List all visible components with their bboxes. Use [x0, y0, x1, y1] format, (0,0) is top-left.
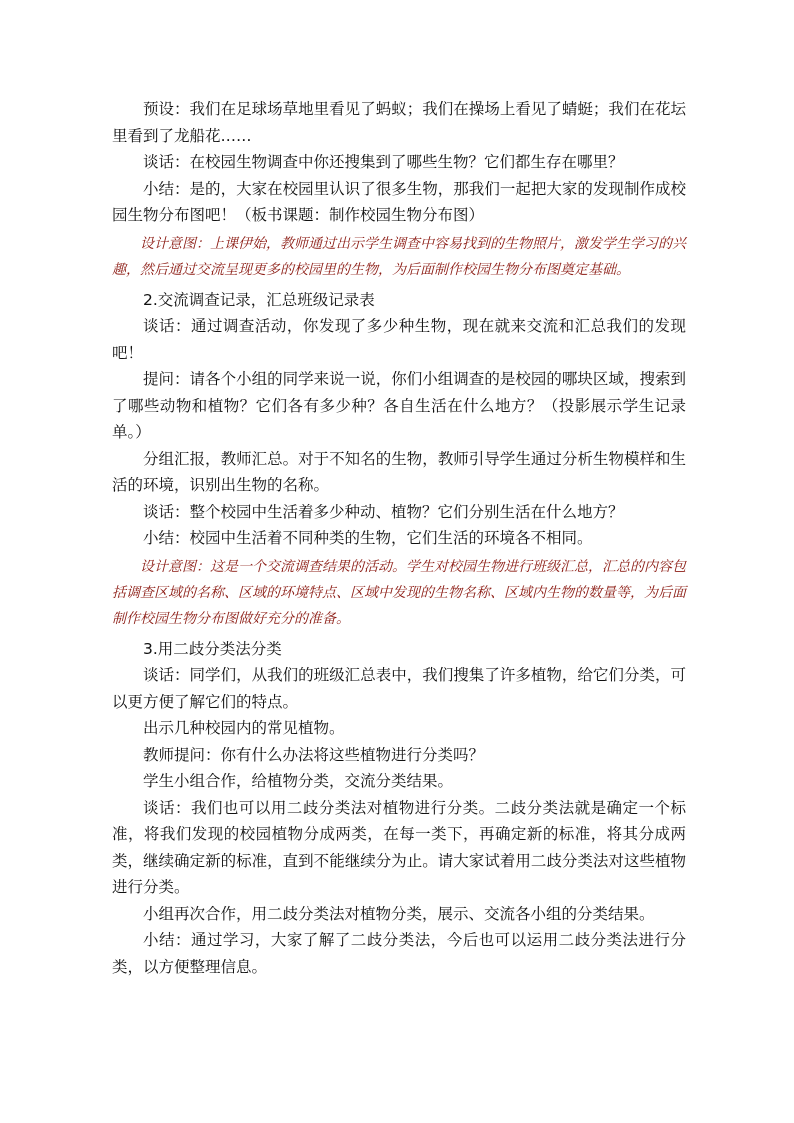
- section-heading: 2.交流调查记录，汇总班级记录表: [143, 290, 375, 309]
- summary-paragraph: 小结：通过学习，大家了解了二歧分类法，今后也可以运用二歧分类法进行分类，以方便整理信息。: [112, 931, 686, 976]
- lesson-body: [112, 96, 686, 980]
- section-heading: 3.用二歧分类法分类: [143, 639, 282, 658]
- activity-paragraph: 出示几种校园内的常见植物。: [143, 719, 345, 737]
- preset-paragraph: 预设：我们在足球场草地里看见了蚂蚁；我们在操场上看见了蜻蜓；我们在花坛里看到了龙船花……: [112, 100, 686, 145]
- summary-paragraph: 小结：是的，大家在校园里认识了很多生物，那我们一起把大家的发现制作成校园生物分布图吧！（板书课题：制作校园生物分布图）: [112, 179, 686, 224]
- question-paragraph: 提问：请各个小组的同学来说一说，你们小组调查的是校园的哪块区域，搜索到了哪些动物和植物？它们各有多少种？各自生活在什么地方？（投影展示学生记录单。）: [112, 370, 686, 441]
- summary-paragraph: 小结：校园中生活着不同种类的生物，它们生活的环境各不相同。: [143, 529, 593, 547]
- activity-paragraph: 小组再次合作，用二歧分类法对植物分类，展示、交流各小组的分类结果。: [143, 904, 655, 923]
- dialogue-paragraph: 谈话：我们也可以用二歧分类法对植物进行分类。二歧分类法就是确定一个标准，将我们发现的校园植物分成两类，在每一类下，再确定新的标准，将其分成两类，继续确定新的标准，直到不能继续分为止。请大家试着用二歧分类法对这些植物进行分类。: [112, 798, 686, 896]
- question-paragraph: 教师提问：你有什么办法将这些植物进行分类吗？: [143, 745, 485, 764]
- dialogue-paragraph: 谈话：在校园生物调查中你还搜集到了哪些生物？它们都生存在哪里？: [143, 153, 624, 171]
- dialogue-paragraph: 谈话：通过调查活动，你发现了多少种生物，现在就来交流和汇总我们的发现吧！: [112, 317, 686, 362]
- dialogue-paragraph: 谈话：整个校园中生活着多少种动、植物？它们分别生活在什么地方？: [143, 502, 624, 521]
- activity-paragraph: 学生小组合作，给植物分类，交流分类结果。: [143, 772, 454, 790]
- design-intent-note: 设计意图：这是一个交流调查结果的活动。学生对校园生物进行班级汇总，汇总的内容包括调查区域的名称、区域的环境特点、区域中发现的生物名称、区域内生物的数量等，为后面制作校园生物分布图做好充分的准备。: [112, 558, 686, 627]
- group-report-paragraph: 分组汇报，教师汇总。对于不知名的生物，教师引导学生通过分析生物模样和生活的环境，识别出生物的名称。: [112, 449, 686, 494]
- dialogue-paragraph: 谈话：同学们，从我们的班级汇总表中，我们搜集了许多植物，给它们分类，可以更方便了解它们的特点。: [112, 666, 686, 711]
- design-intent-note: 设计意图：上课伊始，教师通过出示学生调查中容易找到的生物照片，激发学生学习的兴趣，然后通过交流呈现更多的校园里的生物，为后面制作校园生物分布图奠定基础。: [112, 235, 686, 278]
